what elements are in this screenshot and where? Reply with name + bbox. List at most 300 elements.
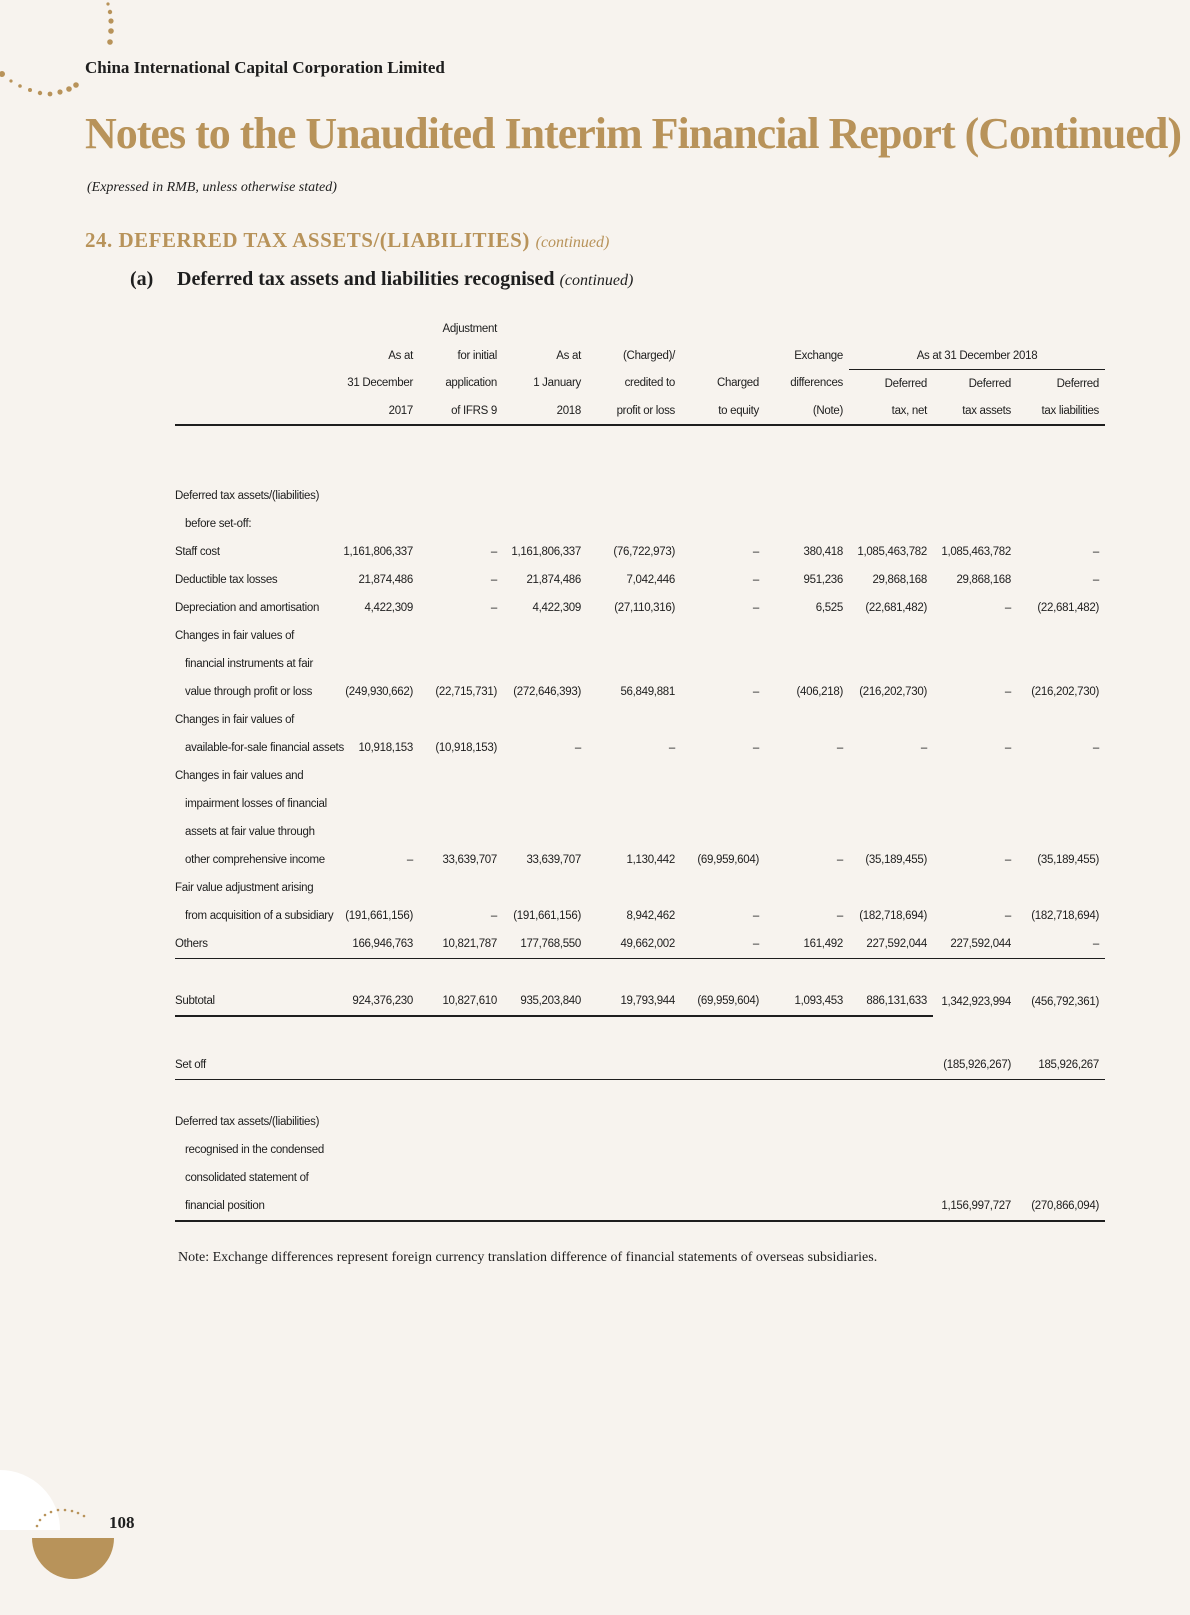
value-cell: 29,868,168 [956,574,1011,586]
value-cell: (27,110,316) [614,602,675,614]
value-cell: – [490,602,497,614]
empty-cell [587,1164,681,1192]
value-cell: (216,202,730) [1031,686,1099,698]
deferred-tax-table [175,315,1105,1222]
value-cell: 1,130,442 [626,854,675,866]
table-row [175,566,1105,594]
empty-cell [419,1136,503,1164]
value-cell: 21,874,486 [358,574,413,586]
column-header: Charged [716,377,759,390]
empty-cell [335,706,419,734]
company-name: China International Capital Corporation Limited [85,58,445,77]
section-number: 24. [85,228,113,252]
empty-cell [335,1164,419,1192]
value-cell: (191,661,156) [513,910,581,922]
value-cell: – [752,546,759,558]
page-title: Notes to the Unaudited Interim Financial Report (Continued) [85,109,1181,158]
value-cell: (35,189,455) [1037,854,1099,866]
empty-cell [681,650,765,678]
empty-cell [933,762,1017,790]
empty-cell [765,1164,849,1192]
value-cell: (10,918,153) [435,742,497,754]
empty-cell [503,1051,587,1080]
value-cell: 10,821,787 [419,930,503,959]
empty-cell [587,650,681,678]
column-header: Deferred [1056,377,1099,390]
empty-cell [503,1192,587,1221]
empty-cell [765,1192,849,1221]
spacer-row [175,1080,1105,1109]
empty-cell [1017,622,1105,650]
empty-cell [587,425,681,454]
value-cell: – [1092,742,1099,754]
value-cell: 886,131,633 [866,995,927,1007]
table-row [175,762,1105,790]
value-cell: (182,718,694) [859,910,927,922]
recognised-row [175,1164,1105,1192]
value-cell: (22,681,482) [1037,602,1099,614]
empty-cell [503,706,587,734]
subtotal-row [175,987,1105,1016]
value-cell: 33,639,707 [442,854,497,866]
empty-cell [765,959,849,988]
subsection-title: Deferred tax assets and liabilities recognised [177,268,555,290]
value-cell: (22,681,482) [865,602,927,614]
empty-cell [849,1080,933,1109]
row-label: Set off [175,1051,335,1080]
value-cell: – [836,854,843,866]
caption-row [175,510,1105,538]
empty-cell [419,959,503,988]
value-cell: – [752,686,759,698]
table-row [175,650,1105,678]
empty-cell [933,1136,1017,1164]
empty-cell [587,790,681,818]
value-cell: 227,592,044 [849,930,933,959]
empty-cell [849,959,933,988]
value-cell: 951,236 [803,574,843,586]
value-cell: – [1092,546,1099,558]
empty-cell [335,959,419,988]
empty-cell [1017,1016,1105,1051]
empty-cell [419,762,503,790]
row-label: available-for-sale financial assets [185,742,344,754]
empty-cell [765,706,849,734]
table-row [175,678,1105,706]
value-cell: – [681,930,765,959]
corner-dots-decoration [0,0,120,105]
value-cell: – [1092,574,1099,586]
empty-cell [335,1051,419,1080]
column-header: to equity [681,397,765,425]
empty-cell [335,510,419,538]
table-row [175,734,1105,762]
empty-cell [849,482,933,510]
empty-cell [849,874,933,902]
empty-cell [419,1164,503,1192]
empty-cell [587,762,681,790]
empty-cell [419,706,503,734]
setoff-row [175,1051,1105,1080]
empty-cell [765,1136,849,1164]
value-cell: – [574,742,581,754]
empty-cell [503,1080,587,1109]
empty-cell [681,510,765,538]
empty-cell [587,1108,681,1136]
column-header [765,315,849,342]
empty-cell [849,790,933,818]
empty-cell [587,1016,681,1051]
value-cell: 1,093,453 [794,995,843,1007]
empty-cell [503,959,587,988]
value-cell: – [752,742,759,754]
section-continued: (continued) [535,234,610,251]
row-label: financial instruments at fair [185,658,314,670]
spacer-row [175,454,1105,482]
empty-cell [933,454,1017,482]
empty-cell [849,1136,933,1164]
empty-cell [1017,425,1105,454]
empty-cell [419,510,503,538]
empty-cell [681,959,765,988]
empty-cell [419,1051,503,1080]
empty-cell [587,622,681,650]
empty-cell [849,622,933,650]
row-label: Deferred tax assets/(liabilities) [175,1116,320,1128]
empty-cell [335,482,419,510]
value-cell: 1,085,463,782 [941,546,1011,558]
empty-cell [681,818,765,846]
value-cell: 10,918,153 [358,742,413,754]
empty-cell [503,790,587,818]
empty-cell [335,762,419,790]
value-cell: – [752,574,759,586]
footnote: Note: Exchange differences represent foreign currency translation difference of financial statements of overseas subsidiaries. [178,1250,878,1265]
empty-cell [1017,1164,1105,1192]
table-row [175,818,1105,846]
empty-cell [1017,510,1105,538]
value-cell: 161,492 [765,930,849,959]
caption-row [175,482,1105,510]
column-header: (Charged)/ [623,349,675,362]
column-header: profit or loss [587,397,681,425]
value-cell: 924,376,230 [352,995,413,1007]
row-label: consolidated statement of [185,1172,309,1184]
empty-cell [503,1164,587,1192]
value-cell: 1,085,463,782 [857,546,927,558]
empty-cell [587,482,681,510]
empty-cell [765,425,849,454]
value-cell: 19,793,944 [620,995,675,1007]
value-cell: 4,422,309 [532,602,581,614]
value-cell: – [406,854,413,866]
empty-cell [419,650,503,678]
empty-cell [503,510,587,538]
value-cell: 185,926,267 [1017,1051,1105,1080]
value-cell: – [1004,602,1011,614]
table-row [175,874,1105,902]
value-cell: – [668,742,675,754]
section-title: DEFERRED TAX ASSETS/(LIABILITIES) [118,228,530,252]
value-cell: – [1004,742,1011,754]
empty-cell [681,1080,765,1109]
empty-cell [765,1016,849,1051]
column-header: Deferred [968,377,1011,390]
column-header: tax liabilities [1017,397,1105,425]
empty-cell [933,790,1017,818]
value-cell: – [920,742,927,754]
empty-cell [849,454,933,482]
empty-cell [419,622,503,650]
value-cell: (216,202,730) [859,686,927,698]
empty-cell [503,650,587,678]
empty-cell [681,874,765,902]
empty-cell [933,1080,1017,1109]
empty-cell [933,1016,1017,1051]
table-row [175,790,1105,818]
empty-cell [681,622,765,650]
value-cell: 4,422,309 [364,602,413,614]
page-corner-decoration [0,1470,120,1615]
empty-cell [933,425,1017,454]
empty-cell [933,706,1017,734]
empty-cell [335,790,419,818]
empty-cell [1017,454,1105,482]
empty-cell [933,622,1017,650]
empty-cell [1017,874,1105,902]
value-cell: – [1004,854,1011,866]
empty-cell [849,1108,933,1136]
value-cell: (406,218) [796,686,843,698]
empty-cell [419,818,503,846]
table-row [175,538,1105,566]
table-row [175,930,1105,959]
row-label: value through profit or loss [185,686,313,698]
empty-cell [849,650,933,678]
value-cell: (272,646,393) [513,686,581,698]
empty-cell [765,762,849,790]
value-cell: 29,868,168 [872,574,927,586]
value-cell: – [752,602,759,614]
empty-cell [587,818,681,846]
empty-cell [765,454,849,482]
empty-cell [503,1136,587,1164]
empty-cell [933,959,1017,988]
currency-note: (Expressed in RMB, unless otherwise stated) [87,180,337,195]
value-cell: 1,342,923,994 [941,995,1011,1008]
column-header: for initial [457,349,497,362]
empty-cell [419,790,503,818]
spacer-row [175,1016,1105,1051]
value-cell: – [1017,930,1105,959]
value-cell: – [836,910,843,922]
column-header: Deferred [884,377,927,390]
row-label: from acquisition of a subsidiary [185,910,334,922]
empty-cell [681,1136,765,1164]
empty-cell [503,622,587,650]
row-label: Subtotal [175,995,215,1007]
row-label: other comprehensive income [185,854,325,866]
value-cell: – [836,742,843,754]
group-header: As at 31 December 2018 [849,342,1105,370]
column-header [681,315,765,342]
empty-cell [503,818,587,846]
recognised-row [175,1192,1105,1221]
section-heading [85,228,609,253]
empty-cell [933,650,1017,678]
empty-cell [849,1192,933,1221]
table-row [175,902,1105,930]
subsection-heading [130,268,633,291]
empty-cell [765,1051,849,1080]
table-row [175,846,1105,874]
empty-cell [503,482,587,510]
row-label: assets at fair value through [185,826,315,838]
column-header: tax assets [933,397,1017,425]
empty-cell [587,1136,681,1164]
recognised-row [175,1108,1105,1136]
empty-cell [419,482,503,510]
column-header: (Note) [765,397,849,425]
value-cell: 935,203,840 [520,995,581,1007]
value-cell: – [490,546,497,558]
row-label: Changes in fair values and [175,770,304,782]
row-label: financial position [175,1192,335,1221]
empty-cell [849,1164,933,1192]
empty-cell [765,1080,849,1109]
empty-cell [503,874,587,902]
empty-cell [1017,959,1105,988]
value-cell: 49,662,002 [587,930,681,959]
empty-cell [1017,1080,1105,1109]
row-label: before set-off: [185,518,252,530]
empty-cell [681,454,765,482]
empty-cell [587,454,681,482]
empty-cell [1017,1108,1105,1136]
empty-cell [681,1051,765,1080]
empty-cell [587,1192,681,1221]
value-cell: (22,715,731) [435,686,497,698]
empty-cell [681,1192,765,1221]
empty-cell [681,762,765,790]
empty-cell [503,1016,587,1051]
empty-cell [681,482,765,510]
empty-cell [419,1192,503,1221]
empty-cell [1017,482,1105,510]
page-number: 108 [109,1513,135,1532]
empty-cell [587,1051,681,1080]
value-cell: (69,959,604) [697,995,759,1007]
column-header: credited to [624,377,675,390]
value-cell: – [1004,910,1011,922]
empty-cell [933,818,1017,846]
empty-cell [335,650,419,678]
empty-cell [933,482,1017,510]
value-cell: 1,161,806,337 [511,546,581,558]
value-cell: 10,827,610 [442,995,497,1007]
header-row-2 [175,342,1105,370]
empty-cell [335,425,419,454]
value-cell: 8,942,462 [626,910,675,922]
value-cell: 1,156,997,727 [933,1192,1017,1221]
spacer-row [175,959,1105,988]
empty-cell [765,510,849,538]
value-cell: 6,525 [815,602,843,614]
column-header: tax, net [849,397,933,425]
empty-cell [765,790,849,818]
row-label: Depreciation and amortisation [175,602,320,614]
empty-cell [849,510,933,538]
empty-cell [587,510,681,538]
empty-cell [765,874,849,902]
empty-cell [335,818,419,846]
row-label: Deferred tax assets/(liabilities) [175,490,320,502]
empty-cell [765,1108,849,1136]
column-header: Exchange [794,349,843,362]
empty-cell [587,874,681,902]
value-cell: 1,161,806,337 [343,546,413,558]
row-label: Others [175,930,335,959]
column-header [587,315,681,342]
empty-cell [933,874,1017,902]
value-cell: (182,718,694) [1031,910,1099,922]
table-row [175,706,1105,734]
value-cell: (69,959,604) [697,854,759,866]
empty-cell [1017,790,1105,818]
empty-cell [587,706,681,734]
empty-cell [503,425,587,454]
empty-cell [933,1164,1017,1192]
row-label: impairment losses of financial [185,798,327,810]
row-label: Staff cost [175,546,220,558]
empty-cell [175,1080,335,1109]
empty-cell [175,454,335,482]
value-cell: 166,946,763 [335,930,419,959]
row-label: Fair value adjustment arising [175,882,314,894]
empty-cell [1017,818,1105,846]
empty-cell [335,874,419,902]
empty-cell [175,1016,335,1051]
column-header: 31 December [347,377,413,390]
empty-cell [335,454,419,482]
table-row [175,594,1105,622]
empty-cell [765,818,849,846]
empty-cell [175,425,335,454]
empty-cell [933,510,1017,538]
empty-cell [419,874,503,902]
column-header: of IFRS 9 [419,397,503,425]
empty-cell [933,1108,1017,1136]
value-cell: 380,418 [803,546,843,558]
empty-cell [681,790,765,818]
value-cell: (456,792,361) [1031,995,1099,1008]
empty-cell [335,1080,419,1109]
empty-cell [765,622,849,650]
subsection-letter: (a) [130,268,154,290]
subsection-continued: (continued) [559,272,634,289]
value-cell: – [1004,686,1011,698]
empty-cell [849,818,933,846]
empty-cell [1017,706,1105,734]
empty-cell [1017,1136,1105,1164]
empty-cell [681,425,765,454]
empty-cell [503,1108,587,1136]
empty-cell [681,1016,765,1051]
empty-cell [335,1136,419,1164]
column-header [681,342,765,370]
column-header: As at [388,349,413,362]
column-header: As at [556,349,581,362]
